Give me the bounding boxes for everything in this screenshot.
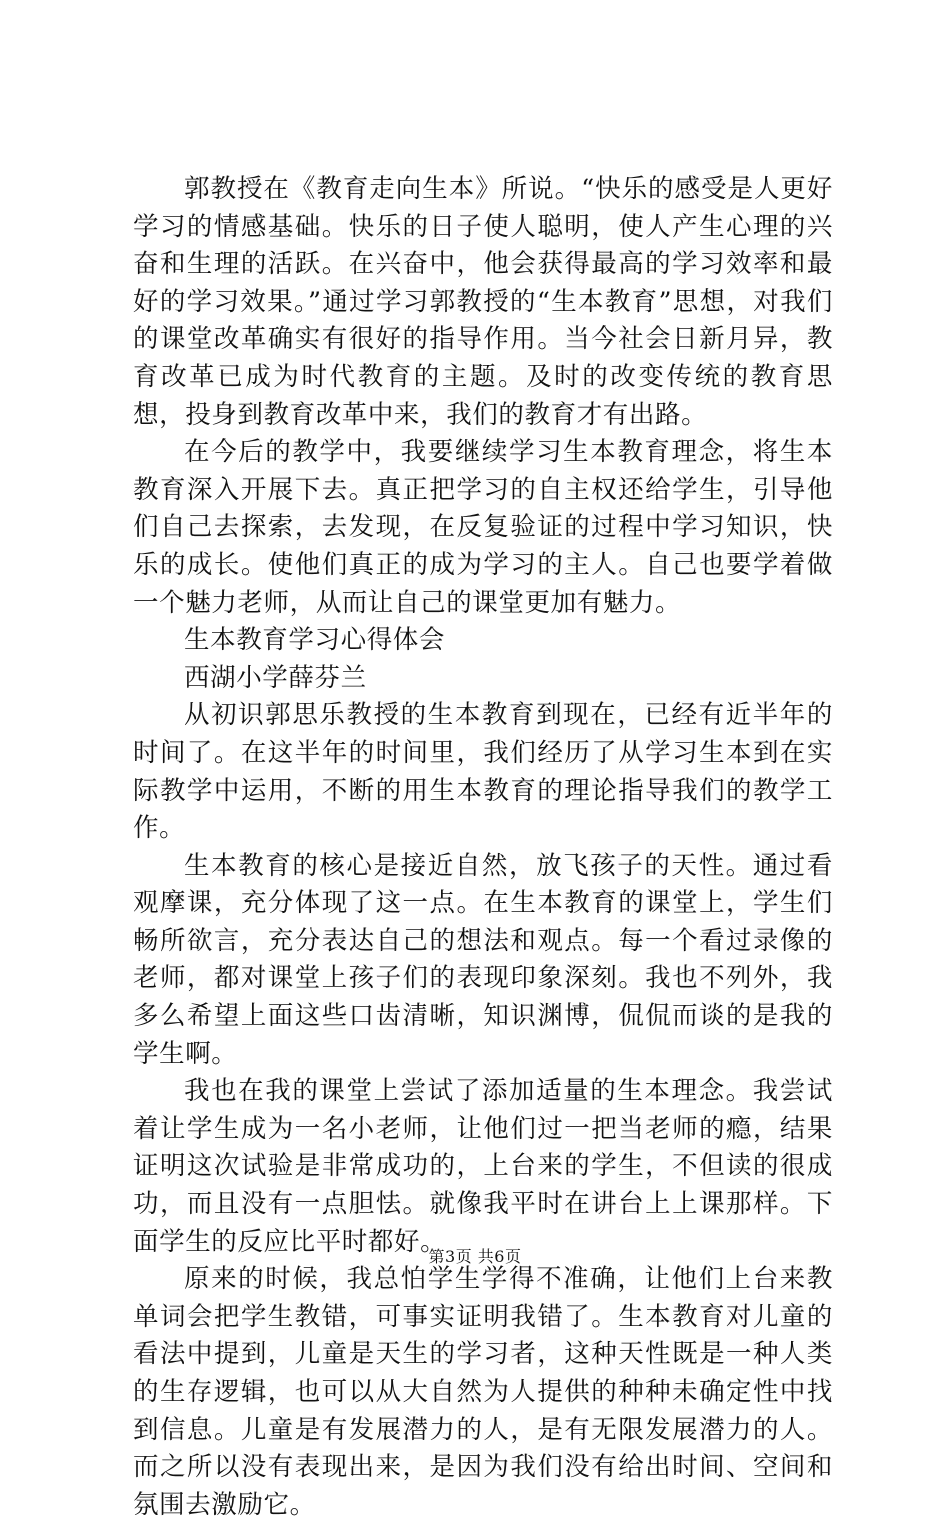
paragraph: 我也在我的课堂上尝试了添加适量的生本理念。我尝试着让学生成为一名小老师，让他们过一把当老师的瘾，结果证明这次试验是非常成功的，上台来的学生，不但读的很成功，而且没有一点胆怯。就像我平时在讲台上上课那样。下面学生的反应比平时都好。 — [133, 1076, 833, 1257]
paragraph: 生本教育的核心是接近自然，放飞孩子的天性。通过看观摩课，充分体现了这一点。在生本教育的课堂上，学生们畅所欲言，充分表达自己的想法和观点。每一个看过录像的老师，都对课堂上孩子们的表现印象深刻。我也不列外，我多么希望上面这些口齿清晰，知识渊博，侃侃而谈的是我的学生啊。 — [133, 850, 833, 1069]
paragraph: 郭教授在《教育走向生本》所说。“快乐的感受是人更好学习的情感基础。快乐的日子使人聪明，使人产生心理的兴奋和生理的活跃。在兴奋中，他会获得最高的学习效率和最好的学习效果。”通过学习郭教授的“生本教育”思想，对我们的课堂改革确实有很好的指导作用。当今社会日新月异，教育改革已成为时代教育的主题。及时的改变传统的教育思想，投身到教育改革中来，我们的教育才有出路。 — [133, 174, 833, 430]
page-number-footer: 第3页 共6页 — [428, 1247, 522, 1266]
paragraph: 原来的时候，我总怕学生学得不准确，让他们上台来教单词会把学生教错，可事实证明我错了。生本教育对儿童的看法中提到，儿童是天生的学习者，这种天性既是一种人类的生存逻辑，也可以从大自然为人提供的种种未确定性中找到信息。儿童是有发展潜力的人，是有无限发展潜力的人。而之所以没有表现出来，是因为我们没有给出时间、空间和氛围去激励它。 — [133, 1264, 833, 1520]
document-body — [133, 171, 833, 1524]
author-line: 西湖小学薛芬兰 — [184, 662, 367, 693]
paragraph: 从初识郭思乐教授的生本教育到现在，已经有近半年的时间了。在这半年的时间里，我们经历了从学习生本到在实际教学中运用，不断的用生本教育的理论指导我们的教学工作。 — [133, 700, 833, 844]
article-title: 生本教育学习心得体会 — [184, 625, 446, 656]
paragraph: 在今后的教学中，我要继续学习生本教育理念，将生本教育深入开展下去。真正把学习的自主权还给学生，引导他们自己去探索，去发现，在反复验证的过程中学习知识，快乐的成长。使他们真正的成为学习的主人。自己也要学着做一个魅力老师，从而让自己的课堂更加有魅力。 — [133, 437, 833, 618]
